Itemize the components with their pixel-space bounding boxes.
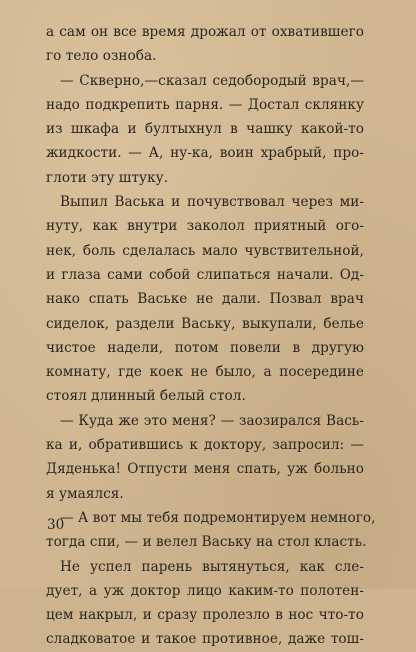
text-line: цем накрыл, и сразу пролезло в нос что-то: [46, 607, 364, 624]
text-line: сиделок, раздели Ваську, выкупали, белье: [46, 315, 364, 332]
text-line: Дяденька! Отпусти меня спать, уж больно: [46, 461, 364, 478]
text-line: комнату, где коек не было, а посередине: [46, 364, 364, 381]
text-line: жидкости. — А, ну-ка, воин храбрый, про-: [46, 145, 364, 162]
text-line: сладковатое и такое противное, даже тош-: [46, 631, 364, 648]
text-line: — Скверно,—сказал седобородый врач,—: [60, 72, 364, 89]
text-line: Не успел парень вытянуться, как сле-: [60, 558, 364, 575]
page-number: 30: [47, 517, 65, 533]
text-line: из шкафа и бултыхнул в чашку какой-то: [46, 121, 364, 138]
text-line: тогда спи, — и велел Ваську на стол класть.: [46, 534, 367, 551]
text-line: — А вот мы тебя подремонтируем немного,: [60, 509, 376, 526]
text-line: а сам он все время дрожал от охватившего: [46, 24, 364, 40]
text-line: надо подкрепить парня. — Достал склянку: [46, 96, 364, 113]
text-line: го тело озноба.: [46, 48, 157, 65]
text-line: нек, боль сделалась мало чувствительной,: [46, 242, 364, 259]
text-line: Выпил Васька и почувствовал через ми-: [60, 194, 364, 211]
text-line: стоял длинный белый стол.: [46, 388, 246, 405]
text-line: нако спать Ваське не дали. Позвал врач: [46, 291, 364, 308]
text-line: чистое надели, потом повели в другую: [46, 339, 364, 356]
text-line: ка и, обратившись к доктору, запросил: —: [46, 437, 364, 454]
text-line: я умаялся.: [46, 485, 124, 502]
body-text: [46, 20, 376, 652]
text-line: и глаза сами собой слипаться начали. Од-: [46, 266, 364, 283]
text-line: — Куда же это меня? — заозирался Вась-: [60, 412, 364, 429]
text-line: дует, а уж доктор лицо каким-то полотен-: [46, 582, 364, 599]
text-line: глоти эту штуку.: [46, 169, 169, 186]
text-line: нуту, как внутри заколол приятный ого-: [46, 218, 364, 235]
